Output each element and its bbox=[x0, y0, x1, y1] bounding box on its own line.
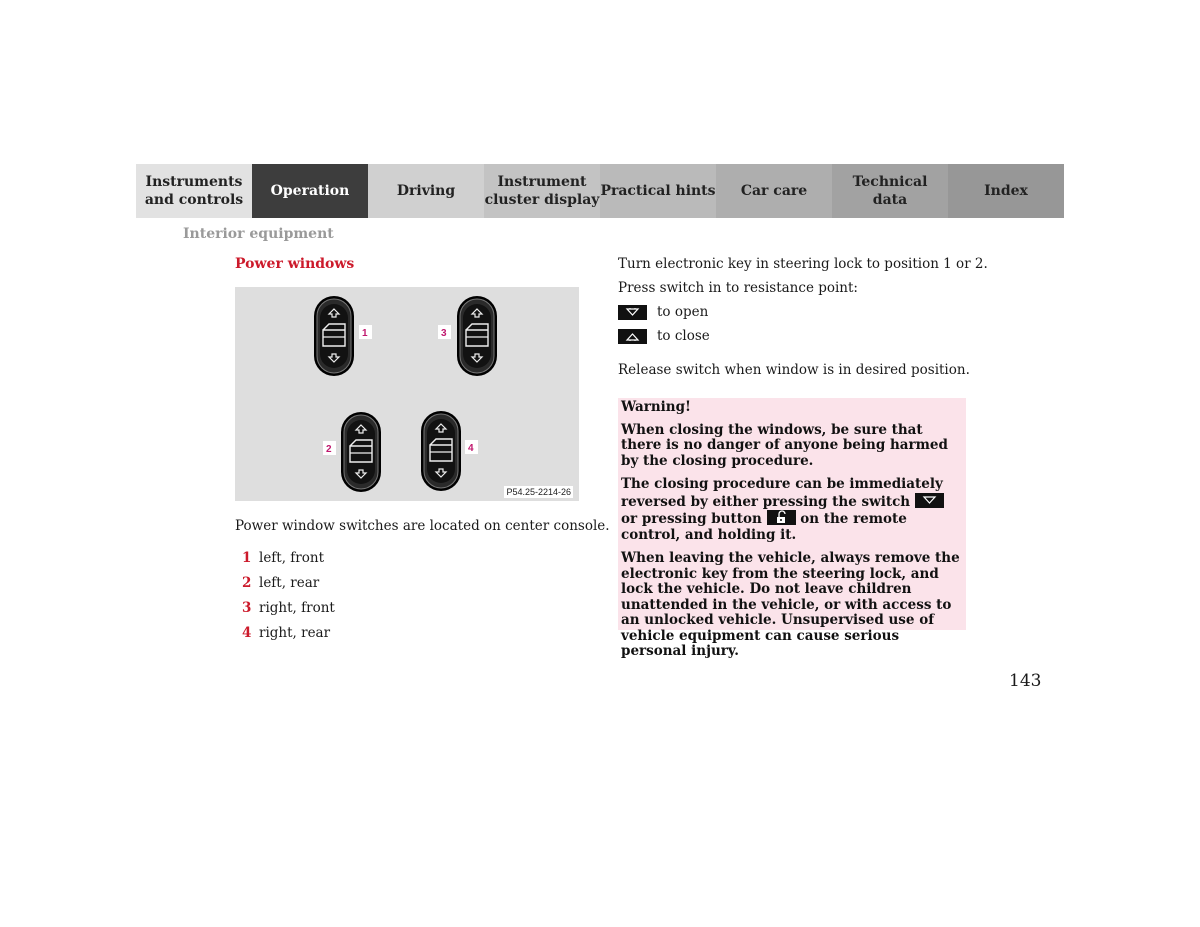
tab-label: Driving bbox=[396, 183, 456, 199]
tab-label: Instruments bbox=[145, 174, 243, 190]
list-item bbox=[242, 575, 335, 600]
item-number: 3 bbox=[242, 600, 252, 616]
tab-label: Practical hints bbox=[600, 183, 716, 199]
warning-text: or pressing button bbox=[621, 511, 762, 527]
list-item bbox=[242, 625, 335, 650]
unlock-icon bbox=[767, 510, 796, 525]
switch-3 bbox=[457, 296, 497, 376]
list-item bbox=[242, 600, 335, 625]
switch-up-icon bbox=[618, 329, 647, 344]
switches-illustration bbox=[235, 287, 579, 501]
tab-driving[interactable] bbox=[368, 164, 484, 218]
item-number: 1 bbox=[242, 550, 252, 566]
open-label: to open bbox=[657, 304, 709, 320]
warning-title: Warning! bbox=[621, 399, 691, 415]
power-window-switches-figure bbox=[235, 287, 579, 501]
tab-car-care[interactable] bbox=[716, 164, 832, 218]
tab-practical-hints[interactable] bbox=[600, 164, 716, 218]
tab-label: Operation bbox=[270, 183, 350, 199]
warning-text: on the remote control, and holding it. bbox=[621, 511, 907, 543]
tab-instrument-cluster-display[interactable] bbox=[484, 164, 600, 218]
page-number: 143 bbox=[1009, 671, 1042, 691]
switch-down-icon bbox=[915, 493, 944, 508]
tab-label: data bbox=[872, 192, 908, 208]
switch-2 bbox=[341, 412, 381, 492]
list-item bbox=[242, 550, 335, 575]
callout-4: 4 bbox=[468, 443, 474, 454]
item-text: right, rear bbox=[259, 625, 331, 641]
switch-list bbox=[242, 550, 335, 650]
item-text: right, front bbox=[259, 600, 335, 616]
warning-text: The closing procedure can be immediately reversed by either pressing the switch bbox=[621, 476, 943, 510]
switch-down-icon bbox=[618, 305, 647, 320]
tab-operation[interactable] bbox=[252, 164, 368, 218]
figure-code: P54.25-2214-26 bbox=[506, 487, 571, 497]
page-heading: Power windows bbox=[235, 256, 355, 272]
tab-label: Car care bbox=[740, 183, 808, 199]
item-text: left, rear bbox=[259, 575, 320, 591]
callout-2: 2 bbox=[326, 444, 332, 455]
tab-index[interactable] bbox=[948, 164, 1064, 218]
switch-4 bbox=[421, 411, 461, 491]
warning-paragraph-1: When closing the windows, be sure that there is no danger of anyone being harmed by the closing procedure. bbox=[621, 421, 948, 469]
tab-technical-data[interactable] bbox=[832, 164, 948, 218]
tab-label: cluster display bbox=[484, 192, 600, 208]
tab-label: and controls bbox=[144, 192, 244, 208]
section-title: Interior equipment bbox=[183, 226, 334, 242]
callout-1: 1 bbox=[362, 328, 368, 339]
item-number: 4 bbox=[242, 625, 252, 641]
switch-1 bbox=[314, 296, 354, 376]
item-text: left, front bbox=[259, 550, 325, 566]
tab-label: Index bbox=[984, 183, 1028, 199]
callout-3: 3 bbox=[441, 328, 447, 339]
instruction-step-1: Turn electronic key in steering lock to position 1 or 2. bbox=[618, 256, 988, 272]
tab-label: Technical bbox=[852, 174, 928, 190]
tab-label: Instrument bbox=[497, 174, 587, 190]
warning-box bbox=[618, 398, 966, 659]
chapter-tabs bbox=[136, 164, 1065, 218]
close-label: to close bbox=[657, 328, 710, 344]
tab-instruments-and-controls[interactable] bbox=[136, 164, 252, 218]
instruction-step-2: Press switch in to resistance point: bbox=[618, 280, 858, 296]
figure-caption: Power window switches are located on center console. bbox=[235, 518, 610, 534]
open-option bbox=[618, 304, 708, 320]
warning-paragraph-3: When leaving the vehicle, always remove the electronic key from the steering lock, and lock the vehicle. Do not leave children unattended in the vehicle, or with access to an unlocked vehicle. Unsupervised use of vehicle equipment can cause serious personal injury. bbox=[621, 550, 960, 659]
item-number: 2 bbox=[242, 575, 252, 591]
close-option bbox=[618, 328, 710, 344]
instruction-step-3: Release switch when window is in desired position. bbox=[618, 362, 970, 378]
warning-paragraph-2 bbox=[621, 477, 962, 543]
